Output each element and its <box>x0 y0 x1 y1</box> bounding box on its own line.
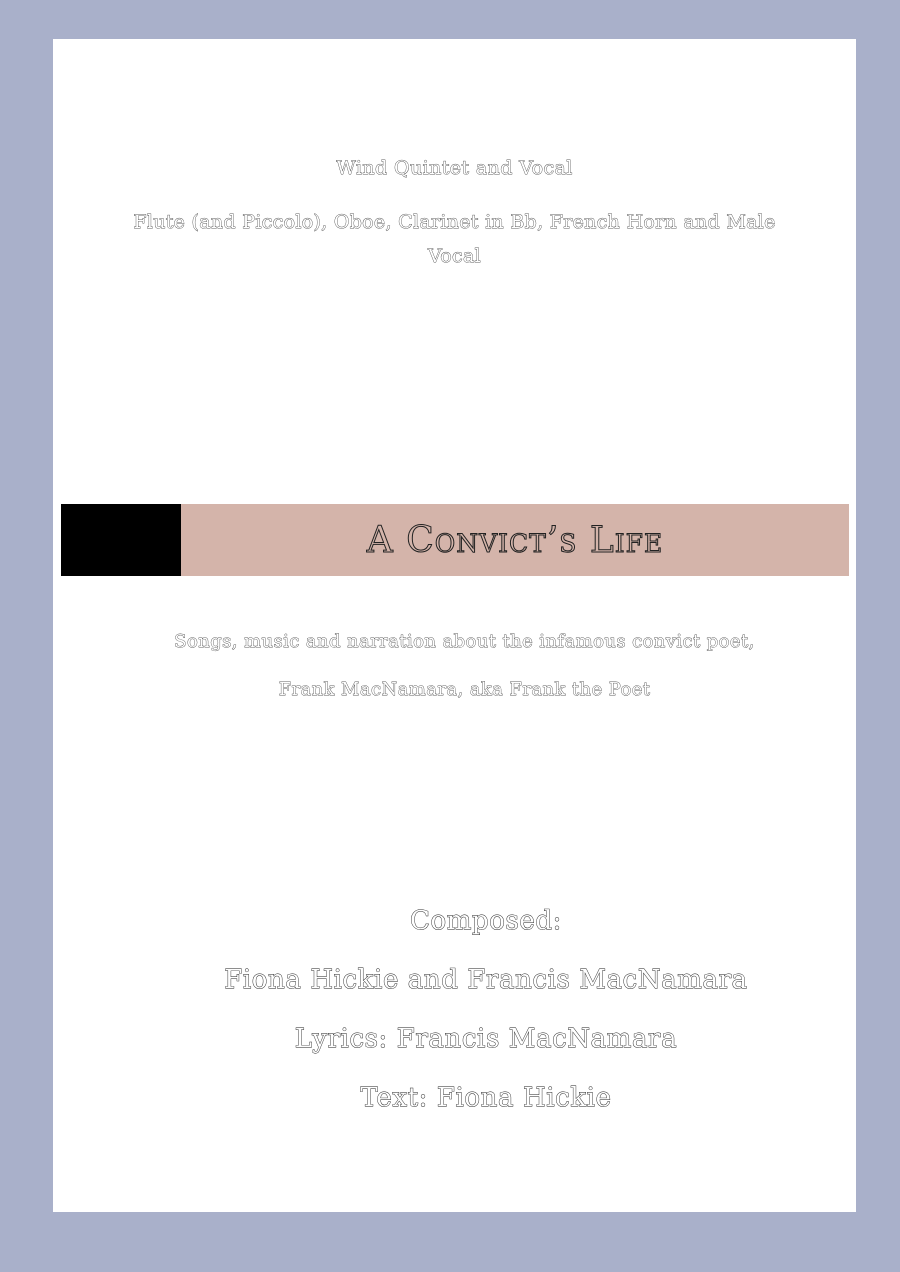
title-black-block <box>61 504 181 576</box>
ensemble-subtitle: Wind Quintet and Vocal <box>336 157 573 179</box>
description-line-2: Frank MacNamara, aka Frank the Poet <box>278 679 651 700</box>
composed-label: Composed: <box>409 906 563 936</box>
text-credit: Text: Fiona Hickie <box>360 1083 612 1113</box>
composers-credit: Fiona Hickie and Francis MacNamara <box>224 965 748 995</box>
lyrics-credit: Lyrics: Francis MacNamara <box>294 1024 678 1054</box>
cover-page <box>53 39 856 1212</box>
title-banner <box>61 504 849 576</box>
title-bar <box>181 504 849 576</box>
page-title: A Convict’s Life <box>366 519 664 561</box>
description-line-1: Songs, music and narration about the infamous convict poet, <box>174 631 755 652</box>
instrumentation-text: Flute (and Piccolo), Oboe, Clarinet in Bb, French Horn and Male Vocal <box>133 211 776 267</box>
